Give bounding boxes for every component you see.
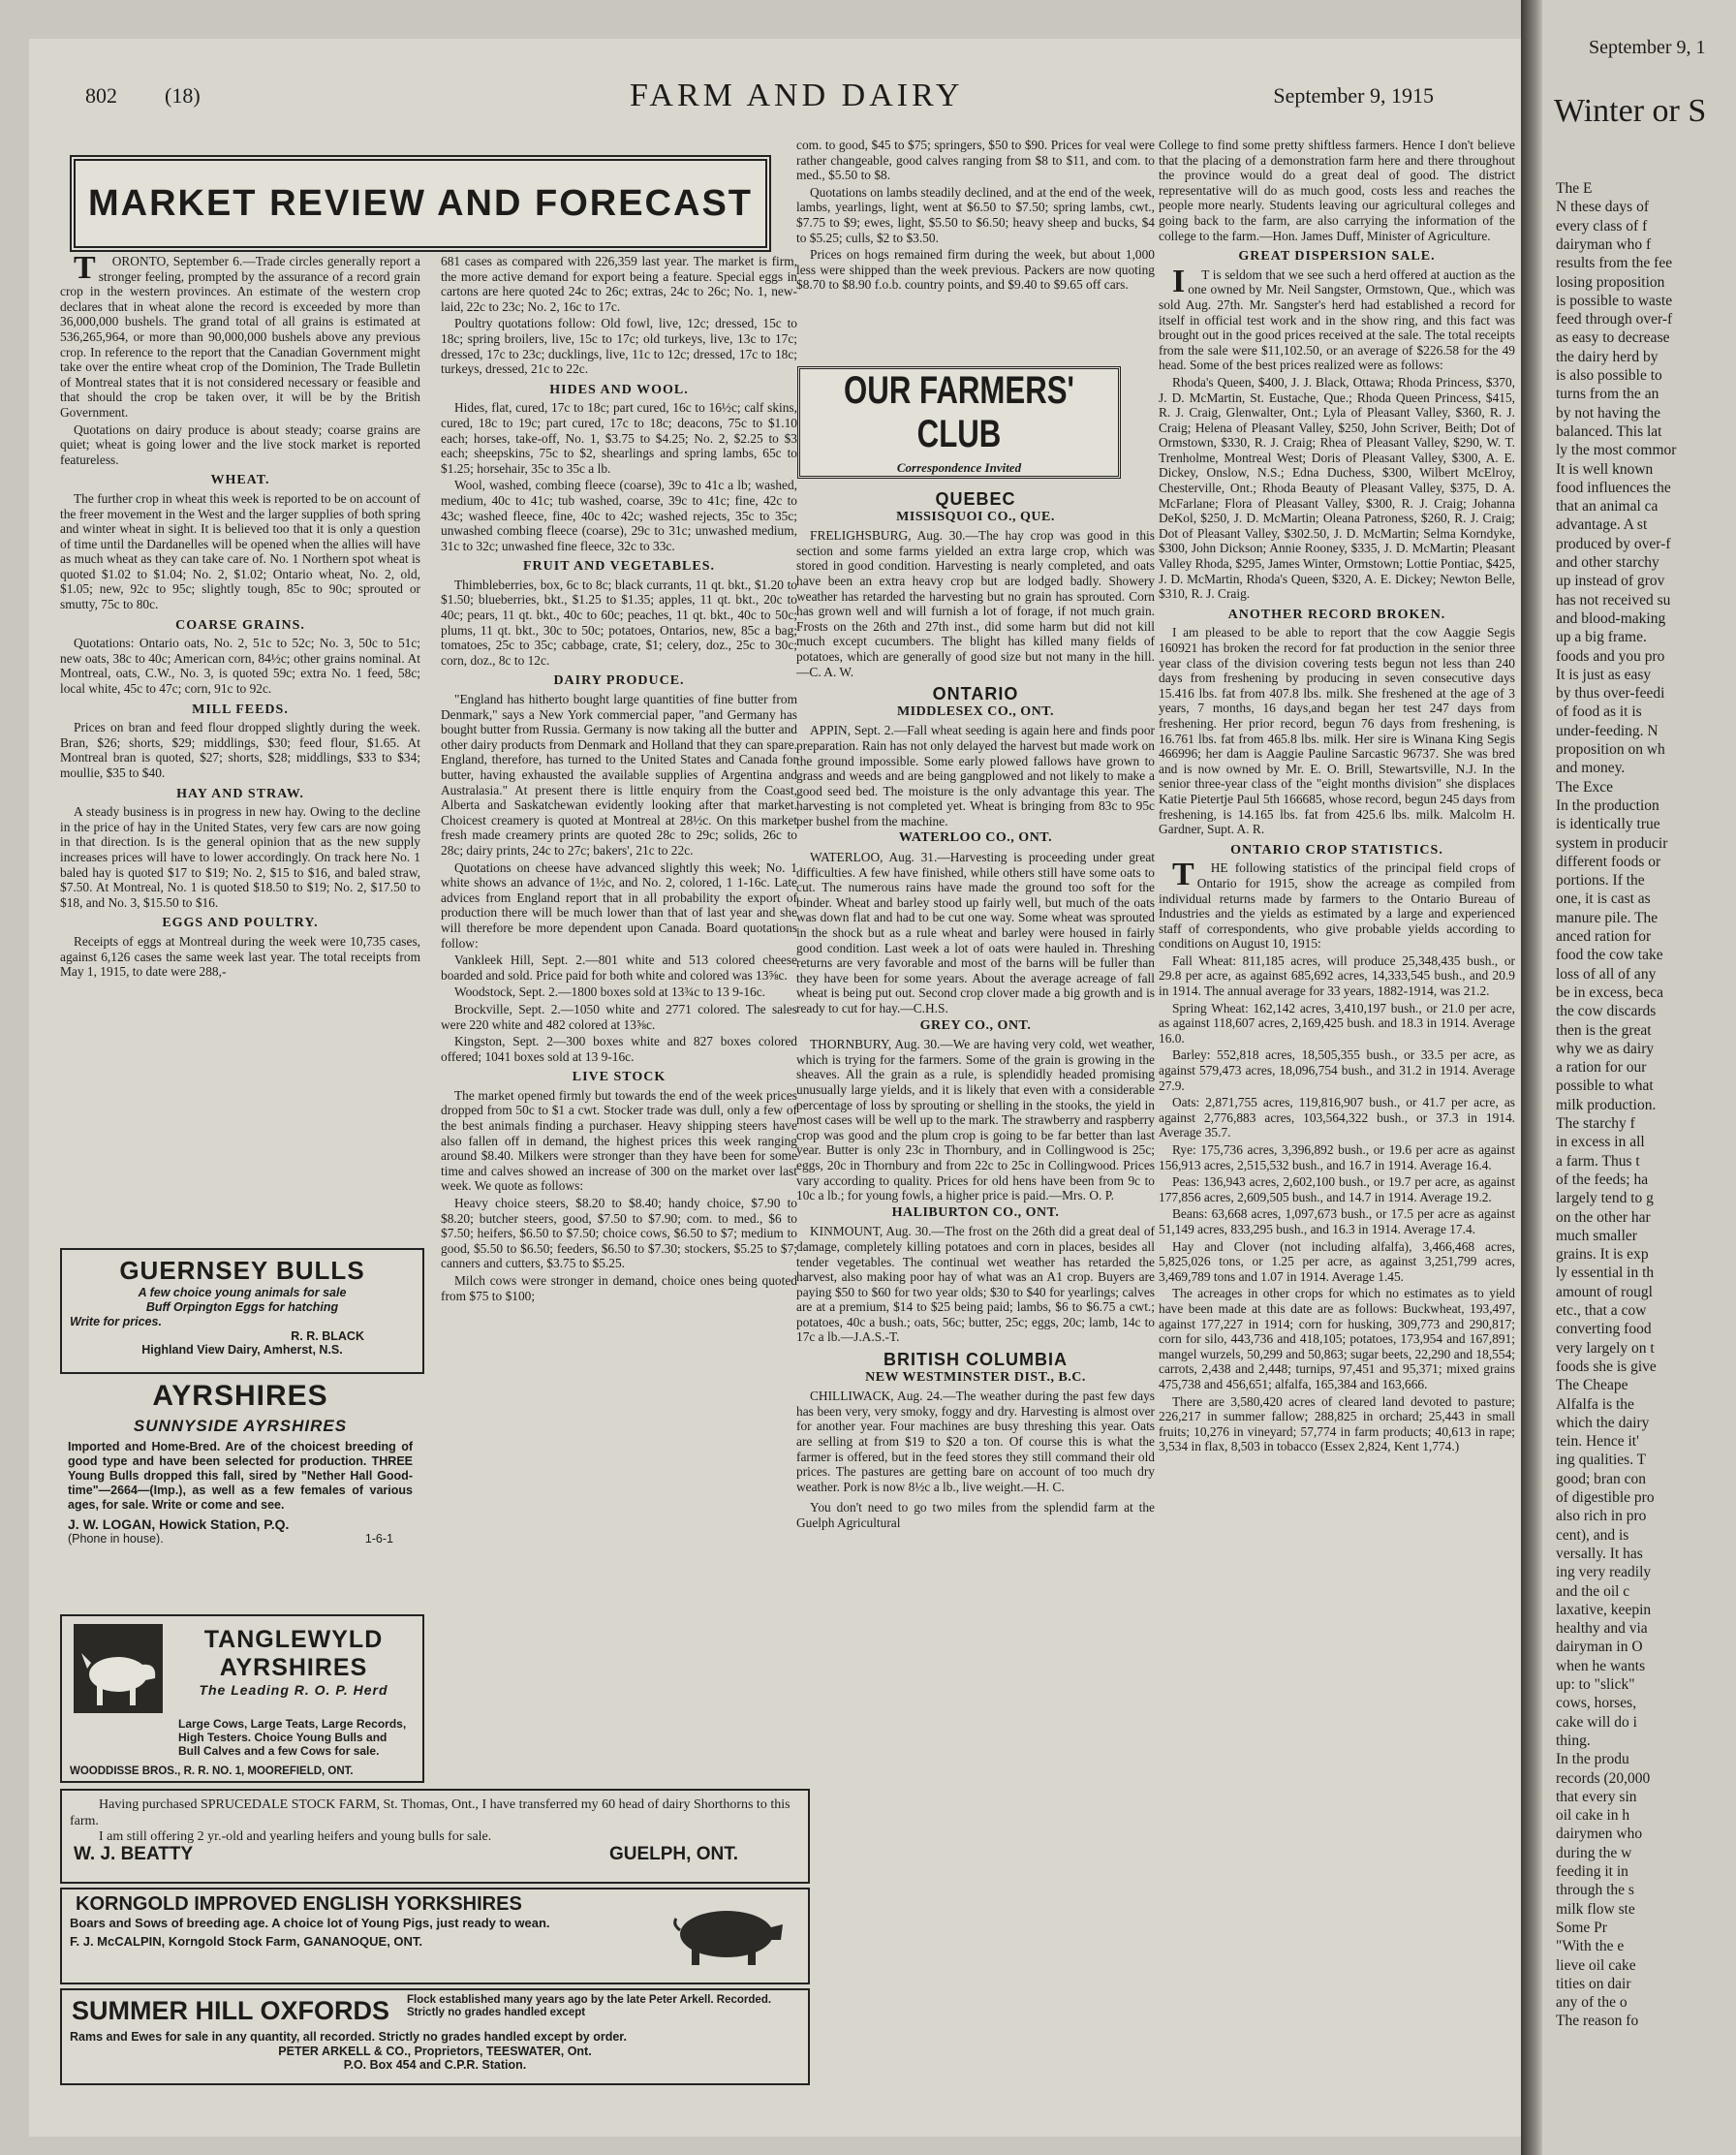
adjacent-line: oil cake in h [1556,1807,1630,1825]
westminster-heading: NEW WESTMINSTER DIST., B.C. [865,1369,1086,1385]
adjacent-line: lieve oil cake [1556,1956,1636,1974]
adjacent-line: much smaller [1556,1227,1637,1244]
adjacent-line: "With the e [1556,1938,1625,1955]
waterloo-heading: WATERLOO CO., ONT. [898,830,1053,846]
korngold-ad [60,1888,810,1984]
adjacent-line: by thus over-feedi [1556,685,1665,703]
guernsey-line3: Write for prices. [70,1315,162,1328]
adjacent-line: tities on dair [1556,1975,1631,1992]
column-market-1 [60,254,420,1223]
market-intro: TORONTO, September 6.—Trade circles generally report a stronger feeling, prompted by the assurance of a record grain crop in the western provinces. An estimate of the western crop declares that in wheat alone the record is exceeded by more than 36,000,000 bushels. The grand total of all grains is estimated at 536,265,964, or more than 90,000,000 bushels above any previous crop. In reference to the report that the Canadian Government might take over the entire wheat crop of the Dominion, The Trade Bulletin of Montreal states that it is not considered necessary or feasible and that should the crop be taken over, it will be by the British Government. [60,254,420,420]
summer-hill-top [62,1990,808,2026]
adjacent-line: grains. It is exp [1556,1246,1649,1264]
eggs-continued: 681 cases as compared with 226,359 last year. The market is firm, the more active demand for export being a feature. Special eggs in cartons are here quoted 24c to 26c; extras, 24c to 26c; No. 1, new-laid, 22c to 23c; No. 2, 16c to 17c. [441,254,797,314]
adjacent-line: results from the fee [1556,255,1673,272]
adjacent-line: is possible to waste [1556,292,1673,309]
page-header [58,76,1482,114]
adjacent-line: why we as dairy [1556,1040,1655,1057]
adjacent-line: has not received su [1556,591,1671,609]
adjacent-line: food the cow take [1556,947,1663,964]
adjacent-line: It is well known [1556,460,1654,478]
record-text: I am pleased to be able to report that the cow Aaggie Segis 160921 has broken the record for fat production in the senior three year class of the division covering tests begun not less than 240 days from freshening by producing in seven consecutive days 15.416 lbs. fat from 407.8 lbs. milk. She freshened at the age of 3 years, 7 months, 16 days,and began her test 247 days from freshening. Her prior record, begun 76 days from freshening, is 16.761 lbs. fat from 465.8 lbs. milk. Her sire is Winana King Segis 466996; her dam is Aaggie Pauline Sarcastic 96737. She was bred and is now owned by Mr. E. O. Brill, Stewartsville, N.J. In the senior three-year class of the "eight months division" she displaces Katie Pietertje Paul 5th 166685, whose record, begun 245 days from freshening, is 14.165 lbs. fat from 425.6 lbs. milk. Malcolm H. Gardner, Supt. A. R. [1159,625,1515,837]
adjacent-date: September 9, 1 [1589,37,1706,58]
tanglewyld-title: TANGLEWYLD [203,1626,384,1653]
adjacent-line: and money. [1556,760,1626,777]
mill-feeds-text: Prices on bran and feed flour dropped slightly during the week. Bran, $26; shorts, $29; middlings, $30; feed flour, $1.65. At Montreal bran is quoted, $27; shorts, $28; middlings, $33 to $34; moullie, $35 to $40. [60,720,420,780]
hay-clover-stats: Hay and Clover (not including alfalfa), 3,466,468 acres, 5,825,026 tons, or 1.25 per acre, as against 3,251,799 acres, 3,469,789 tons and 1.07 in 1914. Average 1.45. [1159,1238,1515,1284]
adjacent-line: dairymen who [1556,1826,1643,1843]
adjacent-line: good; bran con [1556,1470,1646,1487]
adjacent-line: through the s [1556,1882,1634,1899]
adjacent-line: when he wants [1556,1657,1646,1674]
wheat-text: The further crop in wheat this week is reported to be on account of the freer movement in the West and the larger supplies of both spring and winter wheat in sight. It is believed too that it is only a question of time until the Dardanelles will be opened when the allies will have as much wheat as they can take care of. No. 1 Northern spot wheat is quoted $1.02 to $1.04; No. 2, $1.02; Ontario wheat, No. 2, old, $1.05; new, 92c to 95c; slightly tough, 85c to 90c; sprouted or smutty, 75c to 80c. [60,490,420,612]
haliburton-heading: HALIBURTON CO., ONT. [891,1204,1060,1220]
adjacent-line: thing. [1556,1732,1591,1749]
guelph-note: You don't need to go two miles from the splendid farm at the Guelph Agricultural [796,1500,1155,1530]
adjacent-line: and the oil c [1556,1582,1630,1600]
coarse-grains-text: Quotations: Ontario oats, No. 2, 51c to 52c; No. 3, 50c to 51c; new oats, 38c to 40c; American corn, 84½c; other grains nominal. At Montreal, oats, C.W., No. 3, is quoted 59c; extra No. 1 feed, 58c; local white, 45c to 47c; corn, 91c to 92c. [60,636,420,697]
ayrshires-title: AYRSHIRES [152,1380,328,1412]
adjacent-line: cent), and is [1556,1526,1629,1544]
appin-report: APPIN, Sept. 2.—Fall wheat seeding is again here and finds poor preparation. Rain has not only delayed the harvest but made work on the ground impossible. Some early plowed fallows have grown to grass and weeds and are being gangplowed and not likely to make a good seed bed. The moisture is the only advantage this year. The harvesting is not completed yet. Wheat is bringing from 83c to 95c per bushel from the machine. [796,723,1155,828]
missisquoi-heading: MISSISQUOI CO., QUE. [896,509,1055,524]
adjacent-line: ing qualities. T [1556,1452,1647,1469]
issue-date: September 9, 1915 [1273,83,1434,108]
dairy-produce-text: "England has hitherto bought large quantities of fine butter from Denmark," says a New York commercial paper, "and Germany has bought butter from Russia. Germany is now taking all the butter and other dairy products from Denmark and Holland that they can spare. England, therefore, has turned to the United States and Canada for butter, having exhausted the available supplies of Argentina and Australasia." At present there is little enquiry from the Coast, Alberta and Saskatchewan evidently looking after that market. Choicest creamery is quoted at Montreal at 28½c. On this market fresh made creamery prints are quoted 28c to 29c; solids, 26c to 28c; dairy prints, 24c to 27c; bakers', 21c to 22c. [441,692,797,858]
adjacent-line: ly essential in th [1556,1265,1655,1282]
adjacent-line: dairyman in O [1556,1639,1643,1656]
market-review-title: MARKET REVIEW AND FORECAST [87,182,754,224]
cow-icon [74,1624,163,1713]
adjacent-page [1542,0,1736,2155]
adjacent-line: very largely on t [1556,1339,1655,1357]
dairy-produce-heading: DAIRY PRODUCE. [553,673,685,689]
summer-hill-side: Flock established many years ago by the late Peter Arkell. Recorded. Strictly no grades handled except [407,1994,772,2018]
adjacent-line: Alfalfa is the [1556,1395,1634,1413]
farmers-club-banner [797,366,1121,479]
adjacent-line: of the feeds; ha [1556,1171,1649,1188]
adjacent-line: records (20,000 [1556,1769,1651,1787]
college-continued: College to find some pretty shiftless farmers. Hence I don't believe that the placing of a demonstration farm here and there throughout the province would do a great deal of good. The district representative will do as much good, costs less and reaches the people more nearly. Students leaving our agricultural colleges and going back to the farm, are also carrying the information of the college to the farm.—Hon. James Duff, Minister of Agriculture. [1159,138,1515,243]
ayrshires-ad [60,1380,420,1603]
pig-icon [670,1901,787,1969]
summer-hill-ad [60,1988,810,2085]
adjacent-line: versally. It has [1556,1545,1643,1562]
lambs-text: Quotations on lambs steadily declined, and at the end of the week, lambs, yearlings, light, went at $6.50 to $7.50; spring lambs, cwt., $7.75 to $9; ewes, light, $5.50 to $6.50; heavy sheep and bucks, $4 to $5.25; culls, $2 to $3.50. [796,184,1155,245]
dispersion-heading: GREAT DISPERSION SALE. [1238,249,1436,265]
adjacent-line: milk production. [1556,1096,1657,1113]
adjacent-line: system in producir [1556,834,1668,852]
board-woodstock: Woodstock, Sept. 2.—1800 boxes sold at 13¾c to 13 9-16c. [454,984,766,1000]
ayrshires-phone [60,1532,420,1546]
rye-stats: Rye: 175,736 acres, 3,396,892 bush., or 19.6 per acre as against 156,913 acres, 2,515,532 bush., and 16.7 in 1914. Average 16.4. [1159,1142,1515,1172]
sprucedale-line2: I am still offering 2 yr.-old and yearling heifers and young bulls for sale. [99,1829,492,1844]
adjacent-line: proposition on wh [1556,741,1665,758]
market-review-banner [70,155,771,252]
adjacent-line: and blood-making [1556,609,1666,627]
board-vankleek: Vankleek Hill, Sept. 2.—801 white and 513 colored cheese boarded and sold. Price paid for both white and colored was 13⅝c. [441,953,797,983]
adjacent-line: healthy and via [1556,1620,1648,1638]
wheat-heading: WHEAT. [210,473,270,488]
adjacent-line: possible to what [1556,1078,1654,1095]
korngold-owner: F. J. McCALPIN, Korngold Stock Farm, GANANOQUE, ONT. [70,1934,423,1949]
ontario-heading: ONTARIO [932,684,1019,704]
guernsey-place: Highland View Dairy, Amherst, N.S. [141,1343,343,1357]
column-4 [1159,138,1515,2093]
ayrshires-owner: J. W. LOGAN, Howick Station, P.Q. [68,1516,290,1532]
adjacent-line: as easy to decrease [1556,329,1670,347]
thornbury-report: THORNBURY, Aug. 30.—We are having very cold, wet weather, which is trying for the farmers. Some of the grain is growing in the sheaves. All the grain as a rule, is splendidly headed promising unusually large yields, and it is likely that even with a considerable percentage of loss by sprouting or shelling in the stooks, the yield in most cases will be well up to the mark. The strawberry and raspberry crop was good and the plum crop is going to be far better than last year. Butter is only 23c in Thornbury, and in Collingwood is 25c; eggs, 20c in Thornbury and from 22c to 25c in Collingwood. Prices vary according to quality. Prices for old hens have been from 9c to 10c a lb.; for young fowls, a higher price is paid.—Mrs. O. P. [796,1037,1155,1203]
adjacent-line: The Cheape [1556,1377,1628,1394]
adjacent-line: The E [1556,180,1593,197]
guernsey-line1: A few choice young animals for sale [138,1286,347,1299]
frelighsburg-report: FRELIGHSBURG, Aug. 30.—The hay crop was good in this section and some farms yielded an extra large crop, which was stored in good condition. Harvesting is nearly completed, and oats have been an extra heavy crop but are lodged badly. Showery weather has retarded the harvesting but no grain has sprouted. Corn has grown well and will furnish a lot of forage, if not much grain. Frosts on the 26th and 27th inst., did some harm but did not kill much except cucumbers. The blight has killed many fields of potatoes, which are generally of good size but not many in the hill.—C. A. W. [796,528,1155,679]
adjacent-line: feeding it in [1556,1863,1628,1880]
adjacent-line: also rich in pro [1556,1508,1647,1525]
adjacent-line: turns from the an [1556,386,1659,403]
adjacent-line: up a big frame. [1556,629,1647,646]
live-stock-heading: LIVE STOCK [572,1070,666,1085]
adjacent-line: is also possible to [1556,367,1662,384]
adjacent-line: loss of all of any [1556,965,1657,983]
eggs-poultry-heading: EGGS AND POULTRY. [162,916,319,931]
adjacent-line: any of the o [1556,1994,1628,2012]
summer-hill-box: P.O. Box 454 and C.P.R. Station. [343,2058,527,2072]
adjacent-line: The Exce [1556,778,1613,796]
adjacent-line: advantage. A st [1556,516,1648,534]
live-stock-text: The market opened firmly but towards the end of the week prices dropped from 50c to $1 a cwt. Stocker trade was dull, only a few of the best animals finding a purchaser. Heavy shipping steers have also fallen off in demand, the highest prices this week ranging around $8.40. Milkers were stronger than they have been for some time and calves showed an increase of 300 on the market over last week. We quote as follows: [441,1087,797,1194]
dispersion-prices: Rhoda's Queen, $400, J. J. Black, Ottawa; Rhoda Princess, $370, J. D. McMartin, St. Eustache, Que.; Rhoda Queen Princess, $415, R. J. Craig, Glenwalter, Ont.; Lyla of Pleasant Valley, $360, R. J. Craig; Helena of Pleasant Valley, $250, John Scriver, Beith; Dot of Ormstown, $330, R. J. Craig; Rhea of Pleasant Valley, $290, W. T. Trenholme, Montreal West; Doris of Pleasant Valley, $300, A. E. Dickey, Onslow, N.S.; Edna Duchess, $300, Wilbert McElroy, Chesterville, Ont.; Rhoda Beauty of Pleasant Valley, $375, D. A. McFarlane; Flora of Pleasant Valley, $300, R. J. Craig; Johanna DeKol, $250, J. D. McMartin; Oleana Patroness, $260, R. J. Craig; Dot of Pleasant Valley, $302.50, J. D. McMartin; Selma Korndyke, $300, John Dickson; Annie Rooney, $335, J. D. McMartin; Pleasant Valley Rhoda, $295, James Winter, Ormstown; Lottie Pontiac, $425, J. D. McMartin, Rhoda's Queen, $320, A. E. Dickey; Newton Belle, $310, R. J. Craig. [1159,374,1515,602]
adjacent-line: by not having the [1556,404,1661,422]
eggs-poultry-text: Receipts of eggs at Montreal during the week were 10,735 cases, against 6,126 cases the same week last year. The total receipts from May 1, 1915, to date were 288,- [60,933,420,980]
adjacent-line: ing very readily [1556,1564,1652,1581]
fruit-vegetables-heading: FRUIT AND VEGETABLES. [523,559,715,575]
adjacent-line: Some Pr [1556,1919,1607,1936]
waterloo-report: WATERLOO, Aug. 31.—Harvesting is proceeding under great difficulties. A few have finished, while others still have some oats to cut. The numerous rains have made the ground too soft for the binder. Wheat and barley stood up fairly well, but much of the oats was down flat and had to be cut one way. Some wheat was sprouted in the shock but as a rule wheat and barley were housed in fairly good condition. Last week a lot of oats were hauled in. Threshing returns are very favorable and most of the barns will be fuller than they have been for some years. About the average acreage of fall wheat is being put out. Second crop clover made a big growth and is ready to cut for hay.—C.H.S. [796,850,1155,1015]
ayrshires-body: Imported and Home-Bred. Are of the choicest breeding of good type and have been selected for production. THREE Young Bulls dropped this fall, sired by "Nether Hall Good-time"—2664—(Imp.), as well as a few females of various ages, for sale. Write or come and see. [68,1440,413,1512]
adjacent-line: which the dairy [1556,1414,1650,1431]
page-fold [1521,0,1542,2155]
adjacent-line: a ration for our [1556,1059,1647,1077]
adjacent-line: of digestible pro [1556,1489,1655,1506]
adjacent-line: portions. If the [1556,872,1645,890]
adjacent-line: then is the great [1556,1021,1652,1039]
guernsey-name: R. R. BLACK [291,1329,364,1343]
kinmount-report: KINMOUNT, Aug. 30.—The frost on the 26th did a great deal of damage, completely killing potatoes and corn in places, besides all tender vegetables. The continual wet weather has retarded the harvest, also making poor hay of what was an A1 crop. Buyers are paying $50 to $60 for two year olds; $30 to $40 for yearlings; calves are at a premium, $14 to $25 being paid; lambs, $6 to $6.75 a cwt.; potatoes, 40c a bush.; oats, 56c; butter, 25c; eggs, 20c; lamb, 14c to 17c a lb.—J.A.S.-T. [796,1224,1155,1345]
adjacent-line: food influences the [1556,479,1671,496]
adjacent-line: under-feeding. N [1556,722,1658,739]
adjacent-line: losing proposition [1556,273,1665,291]
adjacent-line: is identically true [1556,816,1660,833]
british-columbia-heading: BRITISH COLUMBIA [884,1350,1068,1370]
steers-text: Heavy choice steers, $8.20 to $8.40; handy choice, $7.90 to $8.20; butcher steers, good, $7.50 to $7.90; com. to med., $6 to $7.50; heifers, $6.50 to $7.50; choice cows, $6.50 to $7; medium to good, $5.50 to $6.50; feeders, $6.50 to $7.30; stockers, $5.25 to $7; canners and cutters, $3.75 to $5.25. [441,1196,797,1271]
peas-stats: Peas: 136,943 acres, 2,602,100 bush., or 19.7 per acre, as against 177,856 acres, 2,609,505 bush., and 14.7 in 1914. Average 19.2. [1159,1174,1515,1204]
spring-wheat-stats: Spring Wheat: 162,142 acres, 3,410,197 bush., or 21.0 per acre, as against 118,607 acres, 2,169,425 bush. and 18.3 in 1914. Average 16.0. [1159,1000,1515,1046]
adjacent-line: ly the most commor [1556,442,1677,459]
adjacent-line: N these days of [1556,199,1649,216]
adjacent-line: amount of rougl [1556,1283,1653,1300]
adjacent-line: foods and you pro [1556,647,1665,665]
adjacent-line: etc., that a cow [1556,1302,1647,1319]
fall-wheat-stats: Fall Wheat: 811,185 acres, will produce 25,348,435 bush., or 29.8 per acre, as against 685,692 acres, 14,333,545 bush., and 20.9 in 1914. The annual average for 33 years, 1882-1914, was 21.2. [1159,953,1515,999]
adjacent-line: up instead of grov [1556,573,1665,590]
adjacent-line: laxative, keepin [1556,1601,1652,1618]
adjacent-line: produced by over-f [1556,535,1671,552]
hay-straw-heading: HAY AND STRAW. [176,786,304,801]
adjacent-line: of food as it is [1556,703,1642,721]
mill-feeds-heading: MILL FEEDS. [192,702,289,717]
beans-stats: Beans: 63,668 acres, 1,097,673 bush., or 17.5 per acre as against 51,149 acres, 833,295 bush., and 16.3 in 1914. Average 17.4. [1159,1206,1515,1236]
adjacent-line: milk flow ste [1556,1900,1635,1918]
adjacent-line: In the produ [1556,1751,1629,1768]
hides-wool-heading: HIDES AND WOOL. [549,382,689,397]
middlesex-heading: MIDDLESEX CO., ONT. [896,703,1055,719]
crop-statistics-intro: THE following statistics of the principal field crops of Ontario for 1915, show the acreage as compiled from individual returns made by farmers to the Ontario Bureau of Industries and the yields as estimated by a large and experienced staff of correspondents, who give probable yields according to conditions on August 10, 1915: [1159,857,1515,952]
adjacent-line: during the w [1556,1844,1632,1861]
ayrshires-phone-text: (Phone in house). [68,1532,164,1546]
adjacent-line: It is just as easy [1556,666,1652,683]
column-3-club [796,484,1155,2093]
guernsey-bulls-ad [60,1248,424,1374]
adjacent-line: up: to "slick" [1556,1676,1635,1693]
korngold-title: KORNGOLD IMPROVED ENGLISH YORKSHIRES [76,1893,522,1915]
adjacent-line: anced ration for [1556,928,1652,945]
crop-statistics-heading: ONTARIO CROP STATISTICS. [1230,842,1443,858]
tanglewyld-title2: AYRSHIRES [219,1654,368,1681]
adjacent-line: The starchy f [1556,1115,1635,1132]
record-heading: ANOTHER RECORD BROKEN. [1227,607,1446,622]
sunnyside-subtitle: SUNNYSIDE AYRSHIRES [133,1417,348,1435]
sprucedale-line1: Having purchased SPRUCEDALE STOCK FARM, St. Thomas, Ont., I have transferred my 60 head of dairy Shorthorns to this farm. [70,1797,790,1828]
adjacent-line: be in excess, beca [1556,984,1664,1001]
adjacent-line: a farm. Thus t [1556,1152,1640,1170]
tanglewyld-text [170,1626,417,1698]
adjacent-line: feed through over-f [1556,311,1673,328]
tanglewyld-tagline: The Leading R. O. P. Herd [199,1682,388,1698]
dispersion-text: IT is seldom that we see such a herd offered at auction as the one owned by Mr. Neil Sangster, Ormstown, Que., which was sold Aug. 27th. Mr. Sangster's herd had established a record for itself in official test work and in the show ring, and this fact was brought out in the good prices received at the sale. The total receipts from the sale were $11,102.50, or an average of $226.58 for the 49 head. Some of the best prices realized were as follows: [1159,263,1515,373]
guernsey-title: GUERNSEY BULLS [119,1256,365,1285]
adjacent-line: converting food [1556,1321,1652,1338]
adjacent-line: balanced. This lat [1556,422,1662,440]
milch-cows-text: Milch cows were stronger in demand, choice ones being quoted from $75 to $100; [441,1273,797,1303]
guernsey-line2: Buff Orpington Eggs for hatching [145,1300,339,1314]
adjacent-line: dairyman who f [1556,235,1652,253]
column-3-top [796,138,1155,362]
summer-hill-body: Rams and Ewes for sale in any quantity, all recorded. Strictly no grades handled except by order. [70,2030,627,2044]
tanglewyld-owner: WOODDISSE BROS., R. R. NO. 1, MOOREFIELD, ONT. [70,1765,354,1777]
column-market-2 [441,254,797,1853]
barley-stats: Barley: 552,818 acres, 18,505,355 bush., or 33.5 per acre, as against 579,473 acres, 18,096,754 bush., and 31.2 in 1914. Average 27.9. [1159,1047,1515,1093]
adjacent-line: The reason fo [1556,2013,1639,2030]
grey-heading: GREY CO., ONT. [919,1017,1032,1033]
adjacent-line: on the other har [1556,1208,1651,1226]
farmers-club-subtitle: Correspondence Invited [896,460,1022,475]
adjacent-line: that every sin [1556,1788,1637,1805]
hay-straw-text: A steady business is in progress in new hay. Owing to the decline in the price of hay in the United States, very few cars are now going in that direction. Is is the general opinion that as the new supply increases prices will have to lower accordingly. On track here No. 1 baled hay is quoted $17 to $19; No. 2, $15 to $16, and baled straw, $7.50. At Montreal, No. 1 is quoted $18.50 to $19; No. 2, $17.50 to $18, and No. 3, $15.50 to $16. [60,804,420,910]
quebec-heading: QUEBEC [935,489,1016,509]
ayrshires-code: 1-6-1 [364,1532,393,1546]
summer-hill-title: SUMMER HILL OXFORDS [72,1996,390,2025]
board-kingston: Kingston, Sept. 2—300 boxes white and 827 boxes colored offered; 1041 boxes sold at 13 9-16c. [441,1034,797,1064]
adjacent-line: different foods or [1556,853,1661,870]
summer-hill-owner: PETER ARKELL & CO., Proprietors, TEESWATER, Ont. [278,2045,592,2058]
hogs-text: Prices on hogs remained firm during the week, but about 1,000 less were shipped than the week previous. Packers are now quoting $8.70 to $8.90 f.o.b. country points, and $9.40 to $9.65 off cars. [796,247,1155,293]
chilliwack-report: CHILLIWACK, Aug. 24.—The weather during the past few days has been very, very smoky, foggy and dry. Harvesting is almost over for another year. Four machines are busy threshing this year. Oats are selling at from $19 to $20 a ton. Of course this is what the farmer is offered, but in the feed stores they still command their old prices. The pastures are getting bare on account of too much dry weather. Pork is now 8½c a lb., live weight.—H. C. [796,1389,1155,1494]
adjacent-line: in excess in all [1556,1134,1645,1151]
other-acreage-stats: The acreages in other crops for which no estimates as to yield have been made at this date are as follows: Buckwheat, 193,497, against 177,227 in 1914; corn for husking, 309,773 and 290,817; corn for silo, 443,736 and 418,105; potatoes, 173,954 and 167,891; mangel wurzels, 50,299 and 50,863; sugar beets, 22,290 and 18,554; carrots, 2,438 and 2,448; turnips, 97,451 and 95,371; mixed grains 475,738 and 456,651; alfalfa, 165,384 and 163,666. [1159,1286,1515,1391]
cows-continued: com. to good, $45 to $75; springers, $50 to $90. Prices for veal were rather changeable, good calves ranging from $8 to $11, and com. to med., $5.50 to $8. [796,138,1155,183]
adjacent-line: and other starchy [1556,554,1659,571]
tanglewyld-ad [60,1614,424,1783]
oats-stats: Oats: 2,871,755 acres, 119,816,907 bush., or 41.7 per acre, as against 2,776,883 acres, 103,564,322 bush., or 37.3 in 1914. Average 35.7. [1159,1095,1515,1140]
newspaper-title: FARM AND DAIRY [630,78,964,113]
adjacent-line: every class of f [1556,217,1648,234]
sprucedale-place: GUELPH, ONT. [608,1844,738,1864]
adjacent-line: one, it is cast as [1556,890,1651,908]
farmers-club-title: OUR FARMERS' CLUB [844,369,1074,455]
korngold-body: Boars and Sows of breeding age. A choice lot of Young Pigs, just ready to wean. [70,1916,550,1930]
board-brockville: Brockville, Sept. 2.—1050 white and 2771 colored. The sales were 220 white and 482 colored at 13⅝c. [441,1001,797,1032]
adjacent-line: largely tend to g [1556,1190,1654,1207]
adjacent-line: cows, horses, [1556,1695,1637,1712]
adjacent-line: that an animal ca [1556,498,1658,515]
adjacent-line: cake will do i [1556,1713,1637,1731]
adjacent-line: the cow discards [1556,1003,1657,1020]
poultry-text: Poultry quotations follow: Old fowl, live, 12c; dressed, 15c to 18c; spring broilers, live, 15c to 17c; old turkeys, live, 13c to 17c; dressed, 17c to 23c; ducklings, live, 11c to 12c; dressed, 17c to 18c; turkeys, dressed, 21c to 22c. [441,316,797,377]
market-intro-2: Quotations on dairy produce is about steady; coarse grains are quiet; wheat is going lower and the live stock market is reported featureless. [60,422,420,467]
fruit-vegetables-text: Thimbleberries, box, 6c to 8c; black currants, 11 qt. bkt., $1.20 to $1.50; blueberries, bkt., $1.25 to $1.35; apples, 11 qt. bkt., 20c to 40c; pears, 11 qt. bkt., 40c to 60c; peaches, 11 qt. bkt., 40c to 50c; plums, 11 qt. bkt., 30c to 50c; potatoes, Ontarios, new, 85c a bag; tomatoes, 25c to 35c; cabbage, crate, $1; celery, doz., 25c to 30c; corn, doz., 8c to 12c. [441,577,797,668]
wool-text: Wool, washed, combing fleece (coarse), 39c to 41c a lb; washed, medium, 40c to 41c; tub washed, coarse, 39c to 41c; fine, 42c to 43c; washed fleece, fine, 40c to 42c; washed rejects, 35c to 35c; unwashed combing fleece (coarse), 29c to 31c; unwashed medium, 31c to 32c; unwashed fine fleece, 32c to 33c. [441,478,797,553]
cleared-land-stats: There are 3,580,420 acres of cleared land devoted to pasture; 226,217 in summer fallow; 288,825 in orchard; 25,443 in small fruits; 10,276 in vineyard; 57,774 in farm products; 40,613 in rape; 3,534 in flax, 8,503 in tobacco (Essex 2,824, Kent 1,774.) [1159,1393,1515,1454]
tanglewyld-body: Large Cows, Large Teats, Large Records, High Testers. Choice Young Bulls and Bull Calves and a few Cows for sale. [178,1717,407,1758]
hides-text: Hides, flat, cured, 17c to 18c; part cured, 16c to 16½c; calf skins, cured, 18c to 19c; part cured, 17c to 18c; deacons, 75c to $1.10 each; horses, take-off, No. 1, $3.75 to $4.25; No. 2, $2.25 to $3 each; sheepskins, 75c to $2, shearlings and spring lambs, 65c to $1.25; horsehair, 35c to 35c a lb. [441,400,797,476]
page-number: 802 [85,83,117,108]
adjacent-line: In the production [1556,796,1659,814]
adjacent-line: foods she is give [1556,1358,1657,1375]
coarse-grains-heading: COARSE GRAINS. [175,617,305,633]
adjacent-title: Winter or S [1554,93,1707,129]
adjacent-line: manure pile. The [1556,909,1658,926]
section-number: (18) [165,83,201,108]
adjacent-line: tein. Hence it' [1556,1433,1639,1451]
cheese-text: Quotations on cheese have advanced slightly this week; No. 1 white shows an advance of 1½c, and No. 2, colored, 1 1-16c. Late advices from England report that in all probability the export of production there will be much lower than that of last year and she will therefore be more dependent upon Canada. Board quotations follow: [441,859,797,951]
sprucedale-name: W. J. BEATTY [74,1844,194,1864]
adjacent-line: the dairy herd by [1556,348,1658,365]
